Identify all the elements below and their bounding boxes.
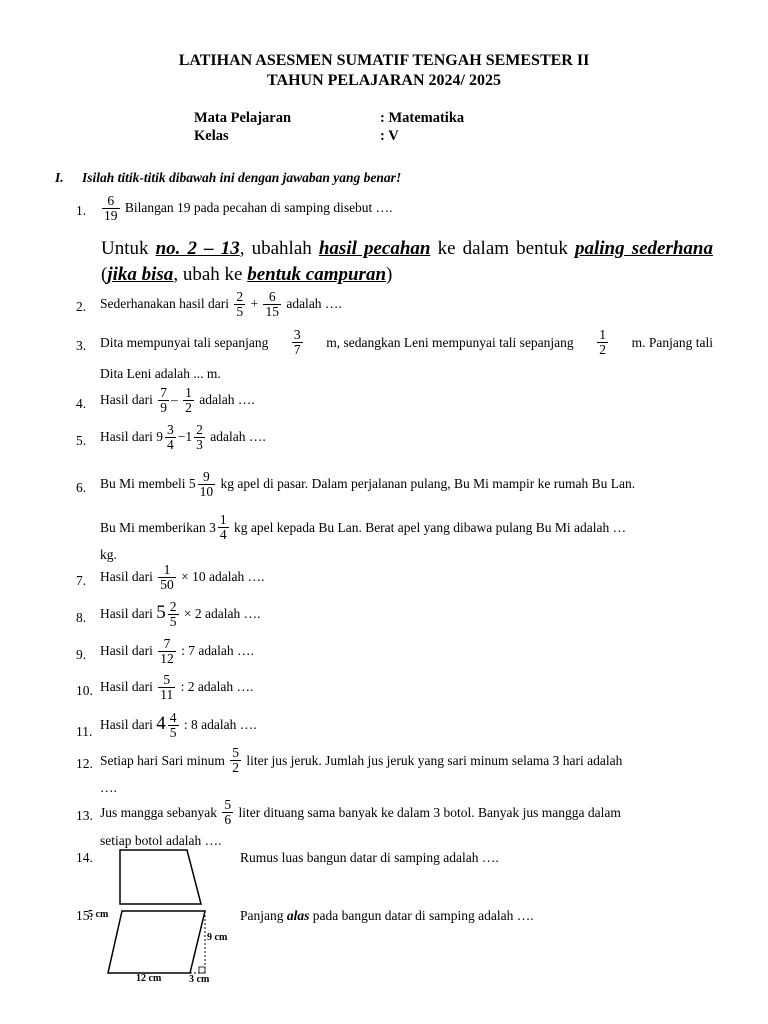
question-number: 10.: [76, 683, 93, 698]
question-number: 15.: [76, 908, 93, 923]
question-number: 4.: [76, 396, 87, 411]
question-12: Setiap hari Sari minum $\frac{5}{2}$ liter jus jeruk. Jumlah jus jeruk yang sari minum selama 3 hari adalah: [100, 745, 623, 776]
label-base: 12 cm: [136, 973, 162, 984]
section-instruction: Isilah titik-titik dibawah ini dengan jawaban yang benar!: [82, 170, 402, 185]
fraction: $\frac{6}{15}$: [265, 289, 279, 320]
fraction: $\frac{3}{4}$: [167, 422, 174, 453]
question-8: Hasil dari 5 $\frac{2}{5}$ × 2 adalah ….: [100, 599, 261, 630]
question-6-line3: kg.: [100, 547, 117, 562]
question-13-line2: setiap botol adalah ….: [100, 833, 222, 848]
fraction: $\frac{2}{5}$: [236, 289, 244, 320]
question-13: Jus mangga sebanyak $\frac{5}{6}$ liter dituang sama banyak ke dalam 3 botol. Banyak jus mangga dalam: [100, 797, 621, 828]
fraction: $\frac{1}{50}$: [160, 562, 174, 593]
fraction: $\frac{1}{2}$: [599, 327, 606, 358]
section-number: I.: [55, 170, 64, 185]
parallelogram-figure: [100, 905, 230, 987]
fraction: $\frac{2}{5}$: [169, 599, 177, 630]
class-label: Kelas: [194, 128, 229, 144]
trapezoid-figure: [115, 846, 207, 908]
fraction: $\frac{5}{6}$: [224, 797, 232, 828]
question-14-text: Rumus luas bangun datar di samping adalah ….: [240, 850, 499, 865]
question-number: 11.: [76, 724, 93, 739]
subject-label: Mata Pelajaran: [194, 110, 292, 126]
fraction: $\frac{9}{10}$: [199, 469, 214, 500]
question-number: 5.: [76, 433, 87, 448]
page-subtitle: TAHUN PELAJARAN 2024/ 2025: [267, 72, 501, 89]
subject-value: : Matematika: [380, 110, 465, 126]
fraction: $\frac{6}{19}$: [104, 193, 118, 224]
question-number: 1.: [76, 203, 87, 218]
question-number: 9.: [76, 647, 87, 662]
question-9: Hasil dari $\frac{7}{12}$ : 7 adalah ….: [100, 636, 254, 667]
question-6-line2: Bu Mi memberikan 3 $\frac{1}{4}$ kg apel kepada Bu Lan. Berat apel yang dibawa pulang Bu Mi adalah …: [100, 512, 627, 543]
label-offset: 3 cm: [189, 974, 210, 985]
class-value: : V: [380, 128, 399, 144]
question-3-line2: Dita Leni adalah ... m.: [100, 366, 221, 381]
question-number: 7.: [76, 573, 87, 588]
fraction: $\frac{1}{4}$: [219, 512, 227, 543]
question-7: Hasil dari $\frac{1}{50}$ × 10 adalah ….: [100, 562, 265, 593]
instruction-note: Untuk no. 2 – 13, ubahlah hasil pecahan ke dalam bentuk paling sederhana (jika bisa, ubah ke bentuk campuran): [101, 238, 713, 285]
question-text: Bilangan 19 pada pecahan di samping disebut ….: [124, 199, 393, 215]
question-4: Hasil dari $\frac{7}{9}$ – $\frac{1}{2}$ adalah ….: [100, 385, 255, 416]
question-number: 14.: [76, 850, 93, 865]
question-number: 6.: [76, 480, 87, 495]
question-6: Bu Mi membeli 5 $\frac{9}{10}$ kg apel di pasar. Dalam perjalanan pulang, Bu Mi mampir ke rumah Bu Lan.: [100, 469, 636, 500]
question-5: Hasil dari 9 $\frac{3}{4}$ −1 $\frac{2}{3}$ adalah ….: [100, 422, 266, 453]
fraction: $\frac{4}{5}$: [169, 710, 177, 741]
fraction: $\frac{3}{7}$: [293, 327, 301, 358]
fraction: $\frac{5}{11}$: [160, 672, 174, 703]
question-10: Hasil dari $\frac{5}{11}$ : 2 adalah ….: [100, 672, 254, 703]
question-2: Sederhanakan hasil dari $\frac{2}{5}$ + $\frac{6}{15}$ adalah ….: [100, 289, 342, 320]
label-height: 9 cm: [207, 932, 228, 943]
question-number: 2.: [76, 299, 87, 314]
label-side: 5 cm: [88, 909, 109, 920]
fraction: $\frac{7}{12}$: [160, 636, 174, 667]
fraction: $\frac{5}{2}$: [232, 745, 239, 776]
page-title: LATIHAN ASESMEN SUMATIF TENGAH SEMESTER II: [178, 52, 590, 69]
question-number: 3.: [76, 338, 87, 353]
question-number: 13.: [76, 808, 93, 823]
question-number: 12.: [76, 756, 93, 771]
question-3: Dita mempunyai tali sepanjang $\frac{3}{7}$ m, sedangkan Leni mempunyai tali sepanjang $\frac{1}{2}$ m. Panjang tali: [100, 327, 713, 358]
fraction: $\frac{2}{3}$: [196, 422, 203, 453]
fraction: $\frac{1}{2}$: [185, 385, 192, 416]
question-12-line2: ….: [100, 780, 117, 795]
question-11: Hasil dari 4 $\frac{4}{5}$ : 8 adalah ….: [100, 710, 257, 741]
fraction: $\frac{7}{9}$: [160, 385, 167, 416]
question-15-text: Panjang alas pada bangun datar di samping adalah ….: [240, 908, 534, 923]
question-1: [100, 194, 393, 223]
question-number: 8.: [76, 610, 87, 625]
